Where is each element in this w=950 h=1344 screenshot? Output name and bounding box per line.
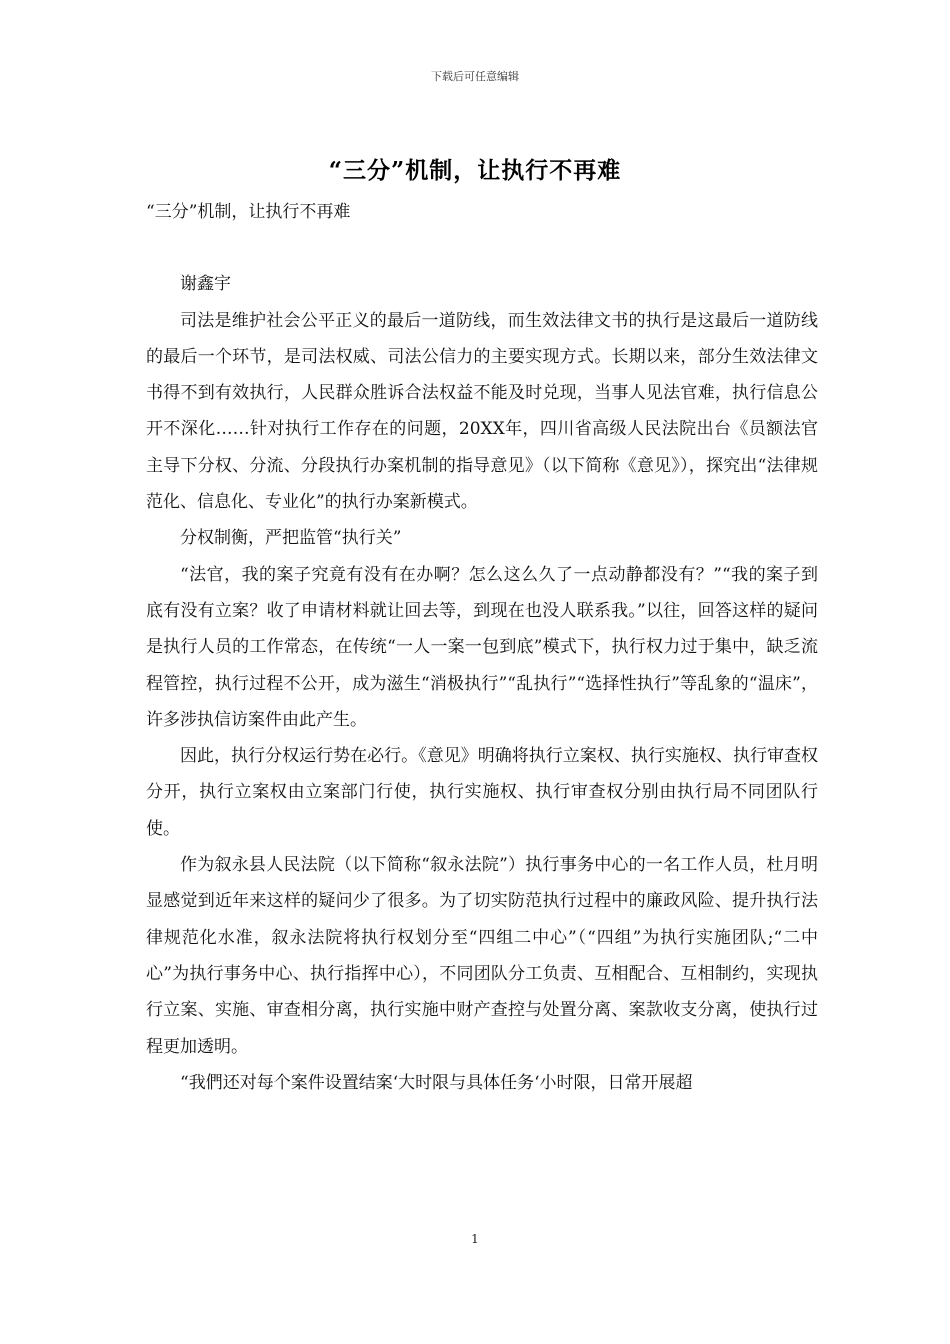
paragraph-quotes: “法官，我的案子究竟有没有在办啊？怎么这么久了一点动静都没有？”“我的案子到底有没有立案？收了申请材料就让回去等，到现在也没人联系我。”以往，回答这样的疑问是执行人员的工作常态，在传统“一人一案一包到底”模式下，执行权力过于集中，缺乏流程管控，执行过程不公开，成为滋生“消极执行”“乱执行”“选择性执行”等乱象的“温床”，许多涉执信访案件由此产生。 xyxy=(146,564,818,730)
paragraph-intro: 司法是维护社会公平正义的最后一道防线，而生效法律文书的执行是这最后一道防线的最后一个环节，是司法权威、司法公信力的主要实现方式。长期以来，部分生效法律文书得不到有效执行，人民群众胜诉合法权益不能及时兑现，当事人见法官难，执行信息公开不深化……针对执行工作存在的问题，20XX年，四川省高级人民法院出台《员额法官主导下分权、分流、分段执行办案机制的指导意见》（以下简称《意见》），探究出“法律规范化、信息化、专业化”的执行办案新模式。 xyxy=(146,310,818,513)
paragraph-separation: 因此，执行分权运行势在必行。《意见》明确将执行立案权、执行实施权、执行审查权分开，执行立案权由立案部门行使，执行实施权、执行审查权分别由执行局不同团队行使。 xyxy=(146,746,818,839)
header-note: 下载后可任意编辑 xyxy=(431,70,519,83)
paragraph-xuyong-court: 作为叙永县人民法院（以下简称“叙永法院”）执行事务中心的一名工作人员，杜月明显感觉到近年来这样的疑问少了很多。为了切实防范执行过程中的廉政风险、提升执行法律规范化水准，叙永法院将执行权划分至“四组二中心”（“四组”为执行实施团队;“二中心”为执行事务中心、执行指挥中心），不同团队分工负责、互相配合、互相制约，实现执行立案、实施、审查相分离，执行实施中财产查控与处置分离、案款收支分离，使执行过程更加透明。 xyxy=(146,855,818,1057)
document-body xyxy=(146,194,818,1101)
document-title: “三分”机制，让执行不再难 xyxy=(328,157,622,184)
section-heading: 分权制衡，严把监管“执行关” xyxy=(180,528,402,549)
paragraph-time-limits: “我們还对每个案件设置结案‘大时限与具体任务‘小时限，日常开展超 xyxy=(180,1072,693,1093)
document-subtitle: “三分”机制，让执行不再难 xyxy=(146,202,351,222)
author-name: 谢鑫宇 xyxy=(180,274,231,295)
page-number: 1 xyxy=(471,1232,479,1246)
blank-line xyxy=(146,230,818,266)
